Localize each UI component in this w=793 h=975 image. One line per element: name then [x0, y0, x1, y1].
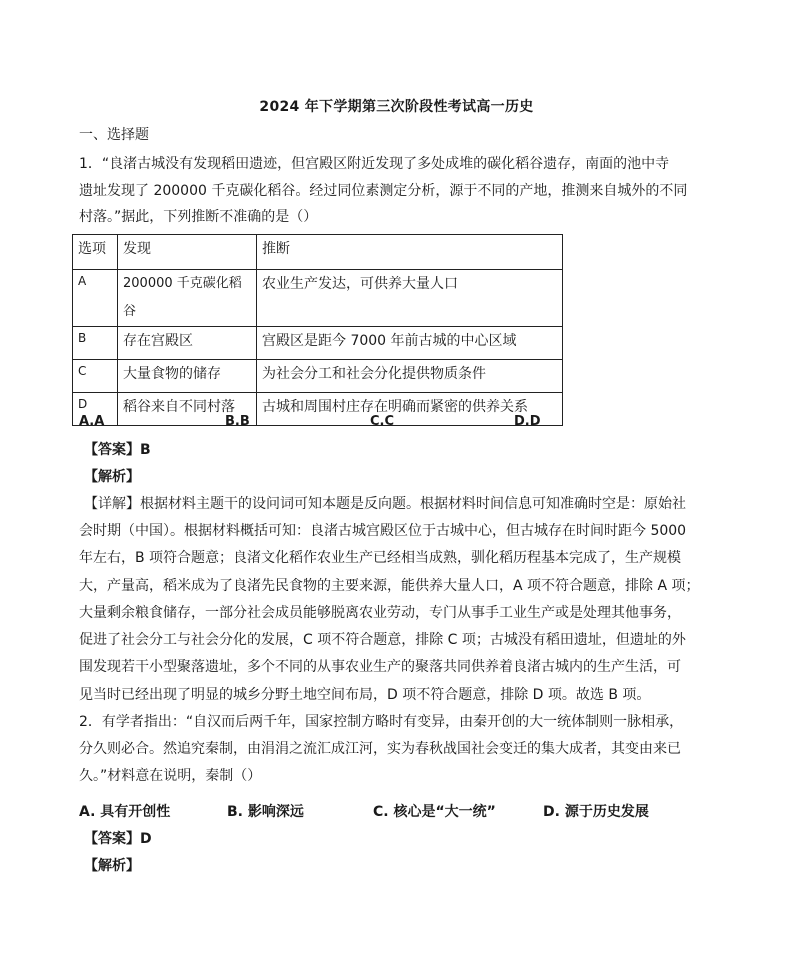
q2-stem-line-1: 2．有学者指出：“自汉而后两千年，国家控制方略时有变异，由秦开创的大一统体制则一脉相承，	[79, 714, 684, 730]
table-header-row	[73, 235, 563, 270]
q1-choice-a: A.A	[79, 414, 105, 429]
table-cell: 为社会分工和社会分化提供物质条件	[257, 360, 563, 393]
q1-choice-b: B.B	[225, 414, 250, 429]
table-header-cell: 推断	[257, 235, 563, 270]
q1-stem-line-3: 村落。”据此，下列推断不准确的是（）	[79, 209, 318, 225]
q1-detail-line-7: 围发现若干小型聚落遗址，多个不同的从事农业生产的聚落共同供养着良渚古城内的生产生活，可	[79, 659, 681, 675]
table-cell: 稻谷来自不同村落	[118, 393, 257, 426]
q2-answer: 【答案】D	[84, 831, 152, 847]
q1-options-table	[72, 234, 563, 426]
q1-stem-line-2: 遗址发现了 200000 千克碳化稻谷。经过同位素测定分析，源于不同的产地，推测来自城外的不同	[79, 183, 688, 199]
q1-detail-line-8: 见当时已经出现了明显的城乡分野土地空间布局，D 项不符合题意，排除 D 项。故选 B 项。	[79, 687, 651, 703]
table-cell: 200000 千克碳化稻谷	[118, 270, 257, 327]
q2-choice-b: B. 影响深远	[227, 804, 304, 820]
table-header-cell: 选项	[73, 235, 118, 270]
table-row	[73, 270, 563, 327]
q1-detail-line-4: 大，产量高，稻米成为了良渚先民食物的主要来源，能供养大量人口，A 项不符合题意，排除 A 项；	[79, 578, 700, 594]
q2-stem-line-2: 分久则必合。然追究秦制，由涓涓之流汇成江河，实为春秋战国社会变迁的集大成者，其变由来已	[79, 741, 681, 757]
q2-choice-c: C. 核心是“大一统”	[373, 804, 496, 820]
table-cell: 大量食物的储存	[118, 360, 257, 393]
q2-choice-a: A. 具有开创性	[79, 804, 171, 820]
table-cell: C	[73, 360, 118, 393]
table-cell: 宫殿区是距今 7000 年前古城的中心区域	[257, 327, 563, 360]
q1-analysis-label: 【解析】	[84, 469, 140, 485]
table-row	[73, 393, 563, 426]
table-cell: 农业生产发达，可供养大量人口	[257, 270, 563, 327]
q1-stem-line-1: 1．“良渚古城没有发现稻田遗迹，但宫殿区附近发现了多处成堆的碳化稻谷遗存，南面的池中寺	[79, 156, 670, 172]
q2-choice-d: D. 源于历史发展	[543, 804, 649, 820]
q1-detail-line-3: 年左右，B 项符合题意；良渚文化稻作农业生产已经相当成熟，驯化稻历程基本完成了，生产规模	[79, 550, 682, 566]
table-cell: B	[73, 327, 118, 360]
table-cell: D	[73, 393, 118, 426]
q1-detail-line-2: 会时期（中国）。根据材料概括可知：良渚古城宫殿区位于古城中心，但古城存在时间时距今 5000	[79, 523, 687, 539]
q1-detail-line-1: 【详解】根据材料主题干的设问词可知本题是反向题。根据材料时间信息可知准确时空是：原始社	[84, 496, 686, 512]
page-title: 2024 年下学期第三次阶段性考试高一历史	[259, 99, 534, 115]
table-header-cell: 发现	[118, 235, 257, 270]
q1-detail-line-5: 大量剩余粮食储存，一部分社会成员能够脱离农业劳动，专门从事手工业生产或是处理其他事务，	[79, 605, 681, 621]
q1-choice-d: D.D	[514, 414, 541, 429]
section-heading: 一、选择题	[79, 127, 149, 143]
q1-choice-c: C.C	[370, 414, 395, 429]
table-cell: A	[73, 270, 118, 327]
table-cell: 古城和周围村庄存在明确而紧密的供养关系	[257, 393, 563, 426]
table-row	[73, 327, 563, 360]
q2-analysis-label: 【解析】	[84, 858, 140, 874]
table-row	[73, 360, 563, 393]
q1-detail-line-6: 促进了社会分工与社会分化的发展，C 项不符合题意，排除 C 项；古城没有稻田遗址，但遗址的外	[79, 632, 686, 648]
table-cell: 存在宫殿区	[118, 327, 257, 360]
q2-stem-line-3: 久。”材料意在说明，秦制（）	[79, 768, 262, 784]
q1-answer: 【答案】B	[84, 442, 151, 458]
